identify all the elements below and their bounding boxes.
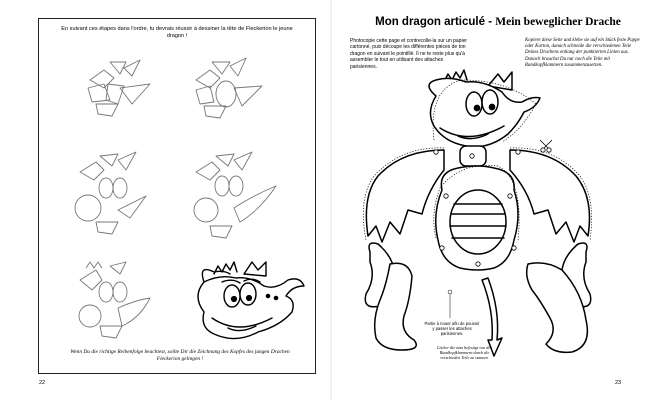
step-3-sketch	[75, 152, 146, 234]
drawing-steps	[0, 0, 330, 400]
right-page	[332, 0, 662, 400]
cutout-dragon	[332, 0, 662, 400]
title-de: Mein beweglicher Drache	[495, 16, 621, 28]
page-number-left: 22	[39, 380, 46, 386]
finished-dragon-head	[198, 262, 304, 339]
cutout-left-wing	[366, 150, 444, 242]
instructions-de: Kopiere diese Seite und klebe sie auf ein Stück feste Pappe oder Karton, danach schneide die verschiedenen Teile Deines Drachens entlang der punktierten Linien aus. Danach brauchst Du nur noch die Teile mit Rundkopfklammern zusammenzusetzen.	[525, 38, 640, 68]
note-rivets-de: Löcher die zum befestigt von der Rundkopfklammern durch die verschieden Teile zu stanzen.	[437, 345, 492, 361]
outro-text-de: Wenn Du die richtige Reihenfolge beachtest, sollte Dir die Zeichnung des Kopfes des jungen Drachen Fleckerion gelingen !	[70, 349, 290, 362]
step-5-sketch	[79, 262, 150, 338]
cutout-body	[436, 166, 518, 270]
instructions-fr: Photocopie cette page et contrecolle-la sur un papier cartonné, puis découpe les différentes pièces de ton dragon en suivant le pointillé. Il ne te reste plus qu'à assembler le tout en utilisant des attaches parisiennes.	[350, 38, 468, 70]
step-4-sketch	[194, 152, 276, 238]
left-page	[0, 0, 330, 400]
title-separator: -	[485, 16, 496, 28]
scissors-icon	[540, 140, 552, 152]
title-fr: Mon dragon articulé	[375, 16, 486, 28]
step-1-sketch	[88, 60, 150, 116]
cutout-right-wing	[510, 150, 590, 242]
rivet-marker	[448, 290, 452, 294]
page-number-right: 23	[615, 380, 622, 386]
intro-text-fr: En suivant ces étapes dans l'ordre, tu devrais réussir à dessiner la tête de Fleckerion le jeune dragon !	[61, 26, 293, 39]
step-2-sketch	[196, 58, 262, 118]
note-rivets-fr: Partie à nouer afin de pouvoir y passer les attaches parisiennes.	[424, 321, 480, 337]
